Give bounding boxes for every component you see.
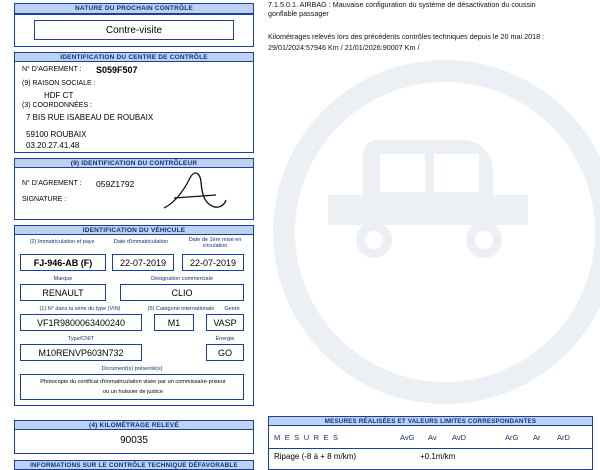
center-social-reason-value: HDF CT (44, 91, 74, 100)
measures-col-4: ArG (505, 433, 519, 442)
center-social-reason-label: (9) RAISON SOCIALE : (22, 80, 96, 87)
presented-doc-line2: ou un huissier de justice (102, 389, 163, 395)
commercial-label: Désignation commerciale (151, 276, 213, 282)
center-phone: 03.20.27.41.48 (26, 141, 80, 150)
watermark-graphic (268, 55, 598, 385)
previous-mileage-line1: Kilométrages relevés lors des précédents contrôles techniques depuis le 20 mai 2018 : (268, 32, 545, 41)
brand-value: RENAULT (20, 284, 106, 301)
unfavourable-header: INFORMATIONS SUR LE CONTRÔLE TECHNIQUE DÉFAVORABLE (14, 460, 254, 470)
airbag-defect-line2: gonflable passager (268, 9, 329, 18)
control-center-header: IDENTIFICATION DU CENTRE DE CONTRÔLE (14, 52, 254, 62)
registration-value: FJ-946-AB (F) (20, 254, 106, 271)
presented-doc-line1: Photocopie du certificat d'immatriculation visée par un commissaire-priseur (40, 379, 226, 385)
category-label: (5) Catégorie internationale (147, 306, 215, 312)
measures-divider (268, 448, 593, 449)
vin-label: (1) N° dans la série du type (VIN) (39, 306, 121, 312)
center-agreement-value: S059F507 (96, 65, 138, 75)
mileage-header: (4) KILOMÉTRAGE RELEVÉ (14, 420, 254, 430)
brand-label: Marque (53, 276, 73, 282)
type-cnit-value: M10RENVP603N732 (20, 344, 142, 361)
presented-doc-label: Document(s) présenté(s) (101, 366, 163, 372)
measures-col-0: M E S U R E S (274, 433, 340, 442)
measures-col-1: AvG (400, 433, 415, 442)
first-circulation-value: 22-07-2019 (182, 254, 244, 271)
measure-row-label: Ripage (-8 à + 8 m/km) (274, 452, 357, 461)
vin-value: VF1R9800063400240 (20, 314, 142, 331)
measure-row-value-av: +0.1m/km (420, 452, 456, 461)
signature-mark (160, 168, 230, 214)
measures-col-6: ArD (557, 433, 570, 442)
commercial-value: CLIO (120, 284, 244, 301)
measures-col-2: Av (428, 433, 437, 442)
controller-signature-label: SIGNATURE : (22, 196, 67, 203)
genre-label: Genre (224, 306, 240, 312)
controller-header: (9) IDENTIFICATION DU CONTRÔLEUR (14, 158, 254, 168)
type-cnit-label: Type/CNIT (67, 336, 95, 342)
center-agreement-label: N° D'AGREMENT : (22, 66, 82, 73)
previous-mileage-line2: 29/01/2024:57946 Km / 21/01/2026:90007 Km / (268, 43, 420, 52)
measures-col-5: Ar (533, 433, 541, 442)
energy-label: Énergie (215, 336, 235, 342)
watermark-circle (273, 60, 600, 404)
first-reg-date-value: 22-07-2019 (112, 254, 174, 271)
watermark-car-icon (318, 110, 538, 280)
controller-agreement-label: N° D'AGREMENT : (22, 180, 82, 187)
energy-value: GO (206, 344, 244, 361)
controller-agreement-value: 059Z1792 (96, 179, 135, 189)
airbag-defect-line1: 7.1.5.0.1. AIRBAG : Mauvaise configuration du système de désactivation du coussin (268, 0, 536, 9)
first-reg-date-label: Date d'immatriculation (113, 239, 169, 245)
registration-label: (2) Immatriculation et pays (29, 239, 95, 245)
category-value: M1 (154, 314, 194, 331)
genre-value: VASP (206, 314, 244, 331)
vehicle-header: IDENTIFICATION DU VÉHICULE (14, 225, 254, 235)
presented-doc-box (20, 374, 244, 400)
center-address-line1: 7 BIS RUE ISABEAU DE ROUBAIX (26, 113, 154, 122)
next-control-header: NATURE DU PROCHAIN CONTRÔLE (14, 3, 254, 14)
center-coordinates-label: (3) COORDONNÉES : (22, 102, 93, 109)
next-control-value: Contre-visite (34, 20, 234, 40)
measures-header: MESURES RÉALISÉES ET VALEURS LIMITES CORRESPONDANTES (268, 416, 593, 426)
measures-col-3: AvD (452, 433, 467, 442)
mileage-value: 90035 (120, 435, 148, 446)
first-circulation-label: Date de 1ère mise en circulation (188, 237, 242, 249)
center-address-line2: 59100 ROUBAIX (26, 130, 87, 139)
